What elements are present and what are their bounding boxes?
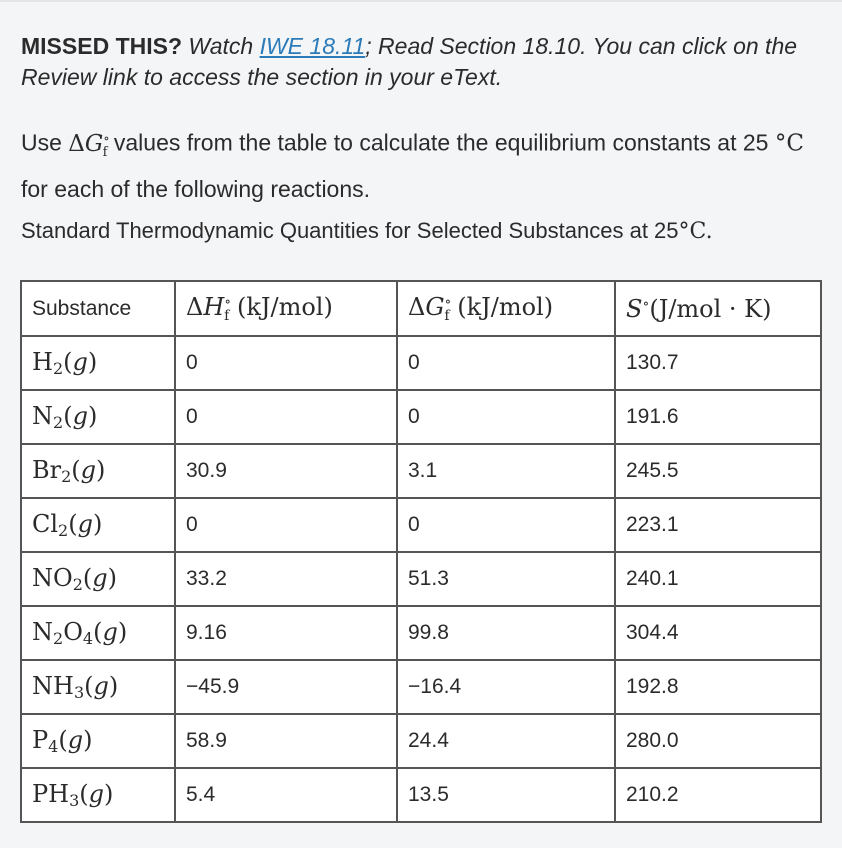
top-divider [0,0,842,2]
iwe-link[interactable]: IWE 18.11 [259,33,366,59]
delta-h-cell: 5.4 [175,768,397,822]
delta-g-cell: 3.1 [397,444,615,498]
delta-g-cell: −16.4 [397,660,615,714]
entropy-cell: 191.6 [615,390,821,444]
delta-g-cell: 99.8 [397,606,615,660]
delta-h-cell: 0 [175,336,397,390]
task-end: for each of the following reactions. [21,176,371,203]
entropy-cell: 223.1 [615,498,821,552]
entropy-cell: 280.0 [615,714,821,768]
table-row [21,552,821,606]
watch-text: Watch [188,33,254,59]
delta-h-cell: 0 [175,390,397,444]
missed-label: MISSED THIS? [21,33,183,59]
delta-g-cell: 0 [397,336,615,390]
substance-formula: $N_2(g)$ [21,390,175,444]
table-row [21,444,821,498]
caption-unit: °C. [678,219,713,244]
delta-h-cell: −45.9 [175,660,397,714]
entropy-cell: 130.7 [615,336,821,390]
table-body [21,336,821,822]
entropy-cell: 210.2 [615,768,821,822]
table-row [21,768,821,822]
header-entropy: S∘(J/mol · K) [615,281,821,336]
table-row [21,390,821,444]
table-header-row [21,281,821,336]
substance-formula: $NH_3(g)$ [21,660,175,714]
substance-formula: $PH_3(g)$ [21,768,175,822]
delta-g-cell: 24.4 [397,714,615,768]
delta-h-cell: 9.16 [175,606,397,660]
table-row [21,714,821,768]
entropy-cell: 240.1 [615,552,821,606]
table-row [21,660,821,714]
table-caption [21,216,781,247]
delta-g-cell: 13.5 [397,768,615,822]
substance-formula: $Br_2(g)$ [21,444,175,498]
missed-this-note [21,31,831,93]
missed-rest-text: ; Read Section 18.10. You can click on the Review link to access the section in your eText. [21,33,798,90]
delta-h-cell: 0 [175,498,397,552]
thermo-table [20,280,822,823]
table-row [21,336,821,390]
header-delta-h-unit: (kJ/mol) [236,292,333,321]
substance-formula: $H_2(g)$ [21,336,175,390]
task-use: Use [21,129,62,156]
entropy-cell: 304.4 [615,606,821,660]
entropy-cell: 192.8 [615,660,821,714]
substance-formula: $NO_2(g)$ [21,552,175,606]
caption-text: Standard Thermodynamic Quantities for Selected Substances at 25 [21,218,679,243]
task-instructions [21,120,831,208]
table-row [21,606,821,660]
header-substance: Substance [21,281,175,336]
task-text: values from the table to calculate the equilibrium constants at 25 [113,129,769,156]
delta-g-cell: 0 [397,390,615,444]
substance-formula: $N_2O_4(g)$ [21,606,175,660]
header-delta-g-unit: (kJ/mol) [457,292,554,321]
delta-h-cell: 30.9 [175,444,397,498]
delta-g-cell: 0 [397,498,615,552]
delta-h-cell: 33.2 [175,552,397,606]
entropy-cell: 245.5 [615,444,821,498]
header-delta-g: $\Delta G^\circ_f$ (kJ/mol) [397,281,615,336]
table-row [21,498,821,552]
delta-h-cell: 58.9 [175,714,397,768]
substance-formula: $P_4(g)$ [21,714,175,768]
substance-formula: $Cl_2(g)$ [21,498,175,552]
delta-g-cell: 51.3 [397,552,615,606]
delta-g-symbol: $\Delta G^\circ_f$ [68,130,110,161]
header-entropy-unit: (J/mol · K) [649,294,772,323]
task-unit: °C [774,130,804,157]
header-delta-h: $\Delta H^\circ_f$ (kJ/mol) [175,281,397,336]
